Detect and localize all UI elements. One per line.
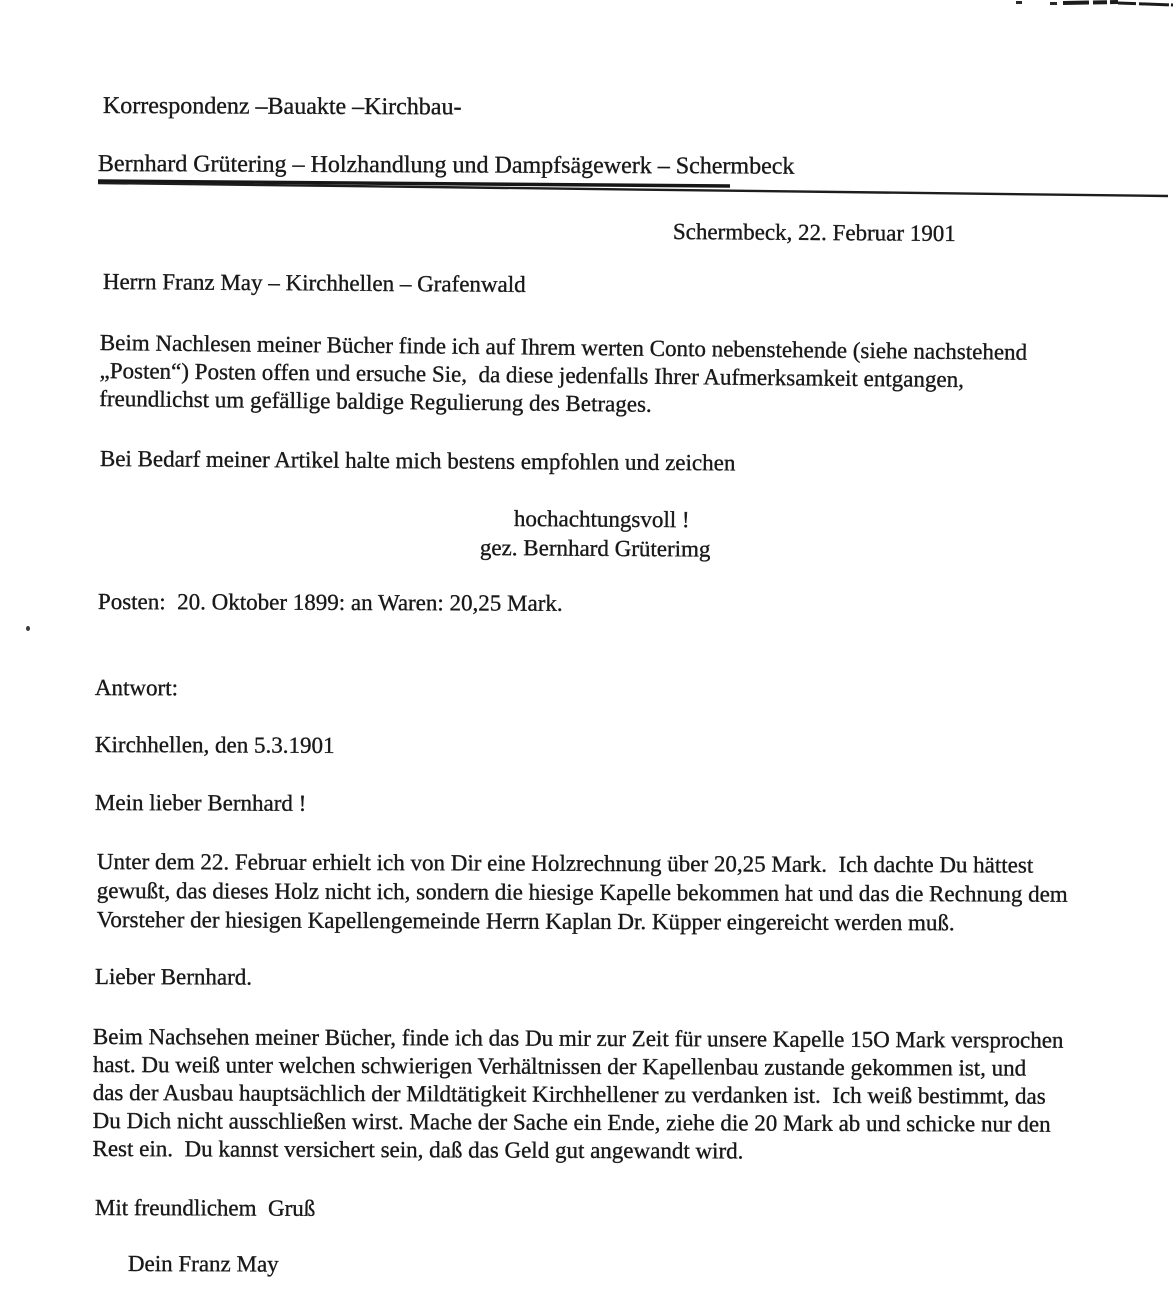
text-line: Du Dich nicht ausschließen wirst. Mache der Sache ein Ende, ziehe die 20 Mark ab und schicke nur den [92, 1107, 1051, 1137]
text-line: Beim Nachlesen meiner Bücher finde ich auf Ihrem werten Conto nebenstehende (siehe nachstehend [99, 330, 1028, 365]
letter-paragraph-2: Bei Bedarf meiner Artikel halte mich bestens empfohlen und zeichen [99, 445, 736, 476]
letter-dateline: Schermbeck, 22. Februar 1901 [672, 218, 956, 246]
text-line: Vorsteher der hiesigen Kapellengemeinde Herrn Kaplan Dr. Küpper eingereicht werden muß. [96, 906, 955, 936]
text-line: hast. Du weiß unter welchen schwierigen Verhältnissen der Kapellenbau zustande gekommen ist, und [92, 1051, 1027, 1081]
letterhead-line: Bernhard Grütering – Holzhandlung und Dampfsägewerk – Schermbeck [97, 151, 795, 180]
text-line: Beim Nachsehen meiner Bücher, finde ich das Du mir zur Zeit für unsere Kapelle 15O Mark versprochen [92, 1024, 1064, 1053]
reply-closing-formula: Mit freundlichem Gruß [94, 1195, 316, 1221]
letter-closing-formula: hochachtungsvoll ! [513, 505, 690, 533]
reply-paragraph-1 [97, 849, 1068, 940]
file-reference-line: Korrespondenz –Bauakte –Kirchbau- [102, 92, 462, 121]
scan-speck [26, 626, 30, 631]
reply-dateline: Kirchhellen, den 5.3.1901 [94, 732, 335, 758]
posten-note: Posten: 20. Oktober 1899: an Waren: 20,25 Mark. [97, 589, 563, 616]
text-line: „Posten“) Posten offen und ersuche Sie, da diese jedenfalls Ihrer Aufmerksamkeit entgangen, [99, 357, 965, 393]
scan-artifact-top-right [1000, 0, 1173, 10]
text-line: das der Ausbau hauptsächlich der Mildtätigkeit Kirchhellener zu verdanken ist. Ich weiß bestimmt, das [92, 1079, 1046, 1109]
letter-paragraph-1 [99, 330, 1027, 424]
letter-signature: gez. Bernhard Grüterimg [479, 535, 711, 562]
recipient-line: Herrn Franz May – Kirchhellen – Grafenwald [102, 268, 526, 297]
reply-paragraph-2 [92, 1024, 1063, 1168]
text-line: Unter dem 22. Februar erhielt ich von Dir eine Holzrechnung über 20,25 Mark. Ich dachte Du hättest [96, 849, 1034, 878]
text-line: gewußt, das dieses Holz nicht ich, sondern die hiesige Kapelle bekommen hat und das die Rechnung dem [96, 877, 1068, 907]
text-line: Rest ein. Du kannst versichert sein, daß das Geld gut angewandt wird. [92, 1135, 744, 1164]
reply-label: Antwort: [94, 675, 179, 701]
text-line: freundlichst um gefällige baldige Regulierung des Betrages. [99, 385, 652, 417]
reply-salutation: Mein lieber Bernhard ! [94, 790, 307, 816]
reply-signature: Dein Franz May [127, 1251, 279, 1277]
reply-salutation-2: Lieber Bernhard. [94, 964, 253, 990]
